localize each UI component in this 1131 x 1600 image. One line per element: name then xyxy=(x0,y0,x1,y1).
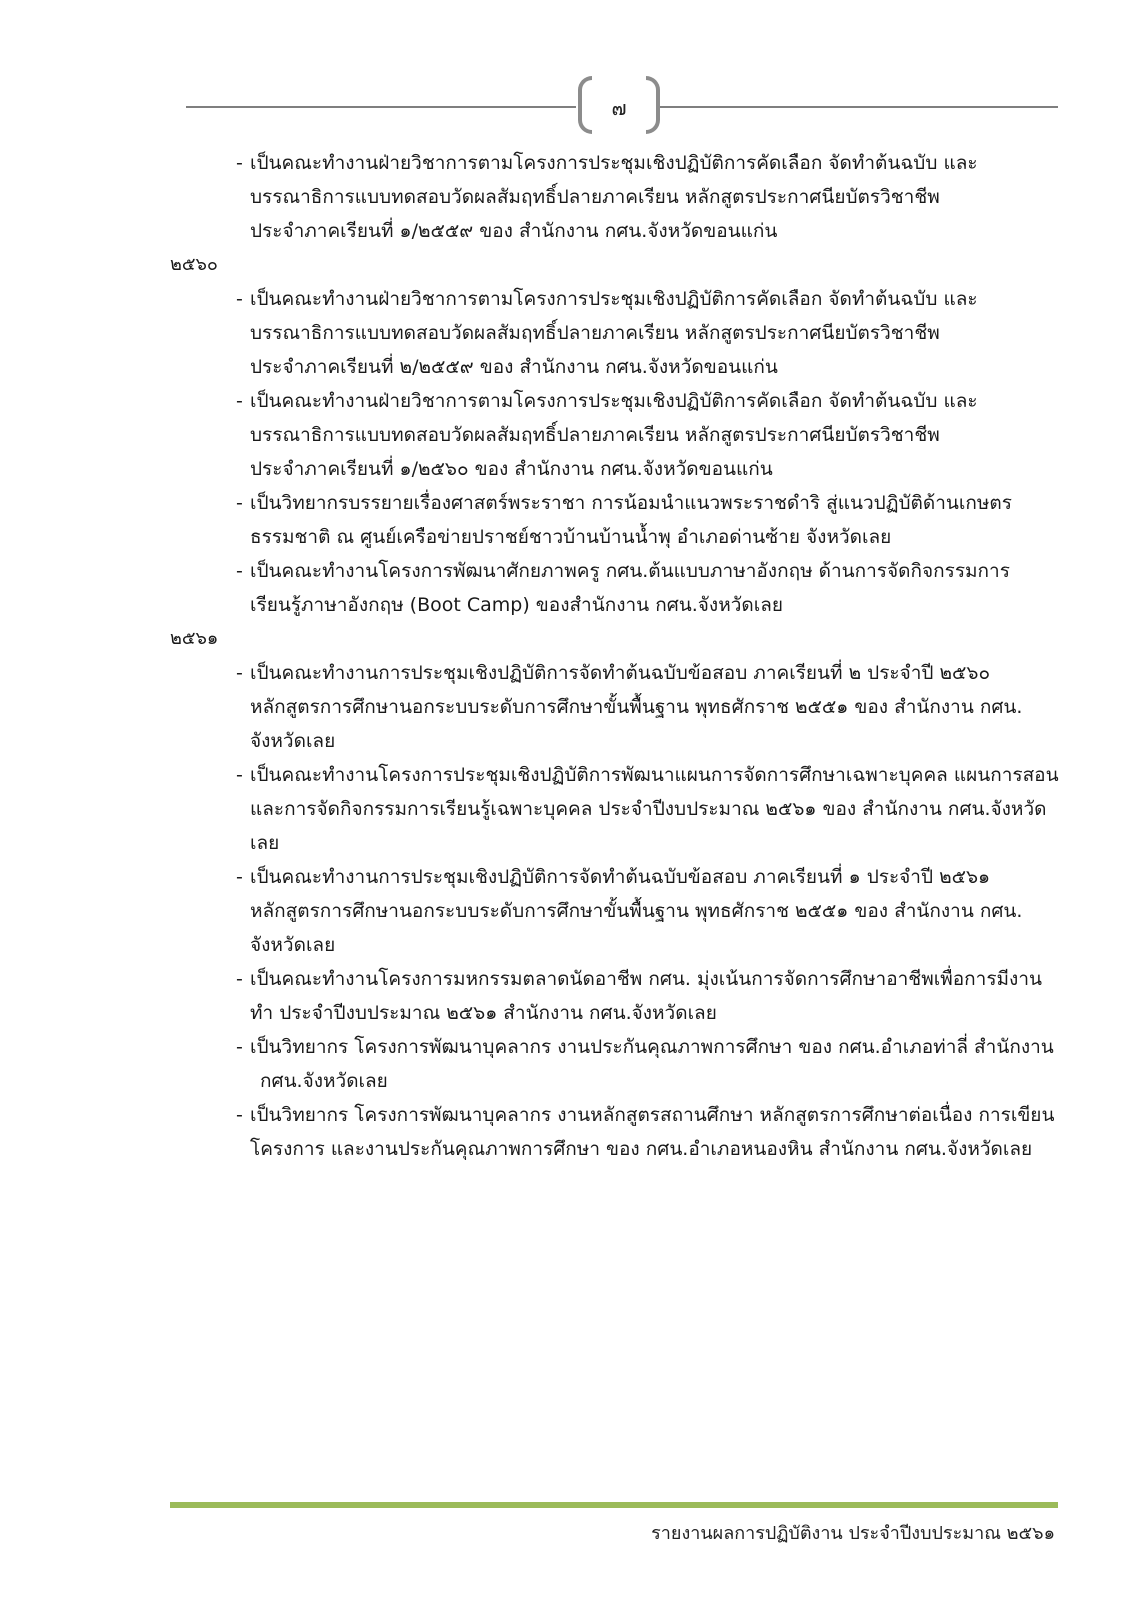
item-line: เป็นคณะทำงานฝ่ายวิชาการตามโครงการประชุมเชิงปฏิบัติการคัดเลือก จัดทำต้นฉบับ และ xyxy=(250,152,978,174)
dash-marker: - xyxy=(236,492,243,514)
item-line: จังหวัดเลย xyxy=(250,730,336,752)
header-rule-left xyxy=(186,106,576,108)
footer-rule xyxy=(170,1502,1058,1508)
item-line: จังหวัดเลย xyxy=(250,934,336,956)
item-line: เป็นคณะทำงานฝ่ายวิชาการตามโครงการประชุมเชิงปฏิบัติการคัดเลือก จัดทำต้นฉบับ และ xyxy=(250,390,978,412)
item-line: ประจำภาคเรียนที่ ๒/๒๕๕๙ ของ สำนักงาน กศน.จังหวัดขอนแก่น xyxy=(250,356,778,378)
item-line: หลักสูตรการศึกษานอกระบบระดับการศึกษาขั้นพื้นฐาน พุทธศักราช ๒๕๕๑ ของ สำนักงาน กศน. xyxy=(250,696,1023,718)
list-item xyxy=(236,758,1060,860)
item-line: ทำ ประจำปีงบประมาณ ๒๕๖๑ สำนักงาน กศน.จังหวัดเลย xyxy=(250,1002,717,1024)
dash-marker: - xyxy=(236,764,243,786)
item-line: เป็นวิทยากรบรรยายเรื่องศาสตร์พระราชา การน้อมนำแนวพระราชดำริ สู่แนวปฏิบัติด้านเกษตร xyxy=(250,492,1012,514)
list-item xyxy=(236,656,1060,758)
dash-marker: - xyxy=(236,968,243,990)
item-line: เป็นคณะทำงานการประชุมเชิงปฏิบัติการจัดทำต้นฉบับข้อสอบ ภาคเรียนที่ ๑ ประจำปี ๒๕๖๑ xyxy=(250,866,991,888)
item-line: ประจำภาคเรียนที่ ๑/๒๕๖๐ ของ สำนักงาน กศน.จังหวัดขอนแก่น xyxy=(250,458,773,480)
item-line: ประจำภาคเรียนที่ ๑/๒๕๕๙ ของ สำนักงาน กศน.จังหวัดขอนแก่น xyxy=(250,220,778,242)
dash-marker: - xyxy=(236,1036,243,1058)
left-brace-icon xyxy=(578,76,592,134)
item-line: เป็นคณะทำงานโครงการมหกรรมตลาดนัดอาชีพ กศน. มุ่งเน้นการจัดการศึกษาอาชีพเพื่อการมีงาน xyxy=(250,968,1042,990)
list-item xyxy=(236,860,1060,962)
item-line: บรรณาธิการแบบทดสอบวัดผลสัมฤทธิ์ปลายภาคเรียน หลักสูตรประกาศนียบัตรวิชาชีพ xyxy=(250,424,940,446)
list-item xyxy=(236,1030,1060,1098)
dash-marker: - xyxy=(236,662,243,684)
item-line: เลย xyxy=(250,832,280,854)
list-item xyxy=(236,146,1060,248)
list-item xyxy=(236,384,1060,486)
item-line: กศน.จังหวัดเลย xyxy=(260,1070,388,1092)
dash-marker: - xyxy=(236,152,243,174)
item-line: เป็นคณะทำงานโครงการพัฒนาศักยภาพครู กศน.ต้นแบบภาษาอังกฤษ ด้านการจัดกิจกรรมการ xyxy=(250,560,1010,582)
list-item xyxy=(236,1098,1060,1166)
right-brace-icon xyxy=(646,76,660,134)
dash-marker: - xyxy=(236,1104,243,1126)
item-line: ธรรมชาติ ณ ศูนย์เครือข่ายปราชย์ชาวบ้านบ้านน้ำพุ อำเภอด่านซ้าย จังหวัดเลย xyxy=(250,526,892,548)
dash-marker: - xyxy=(236,390,243,412)
list-item xyxy=(236,282,1060,384)
dash-marker: - xyxy=(236,866,243,888)
item-line: เป็นคณะทำงานโครงการประชุมเชิงปฏิบัติการพัฒนาแผนการจัดการศึกษาเฉพาะบุคคล แผนการสอน xyxy=(250,764,1059,786)
year-heading-2560: ๒๕๖๐ xyxy=(170,254,218,275)
item-line: เป็นวิทยากร โครงการพัฒนาบุคลากร งานหลักสูตรสถานศึกษา หลักสูตรการศึกษาต่อเนื่อง การเขียน xyxy=(250,1104,1055,1126)
document-body xyxy=(170,146,1060,1166)
list-item xyxy=(236,554,1060,622)
dash-marker: - xyxy=(236,288,243,310)
list-item xyxy=(236,962,1060,1030)
item-line: และการจัดกิจกรรมการเรียนรู้เฉพาะบุคคล ประจำปีงบประมาณ ๒๕๖๑ ของ สำนักงาน กศน.จังหวัด xyxy=(250,798,1047,820)
item-line: หลักสูตรการศึกษานอกระบบระดับการศึกษาขั้นพื้นฐาน พุทธศักราช ๒๕๕๑ ของ สำนักงาน กศน. xyxy=(250,900,1023,922)
item-line: บรรณาธิการแบบทดสอบวัดผลสัมฤทธิ์ปลายภาคเรียน หลักสูตรประกาศนียบัตรวิชาชีพ xyxy=(250,322,940,344)
item-line: เรียนรู้ภาษาอังกฤษ (Boot Camp) ของสำนักงาน กศน.จังหวัดเลย xyxy=(250,594,784,616)
page-number: ๗ xyxy=(611,96,627,120)
year-heading-2561: ๒๕๖๑ xyxy=(170,628,219,649)
item-line: โครงการ และงานประกันคุณภาพการศึกษา ของ กศน.อำเภอหนองหิน สำนักงาน กศน.จังหวัดเลย xyxy=(250,1138,1033,1160)
item-line: เป็นคณะทำงานฝ่ายวิชาการตามโครงการประชุมเชิงปฏิบัติการคัดเลือก จัดทำต้นฉบับ และ xyxy=(250,288,978,310)
header-rule-right xyxy=(660,106,1058,108)
item-line: เป็นคณะทำงานการประชุมเชิงปฏิบัติการจัดทำต้นฉบับข้อสอบ ภาคเรียนที่ ๒ ประจำปี ๒๕๖๐ xyxy=(250,662,991,684)
footer-caption: รายงานผลการปฏิบัติงาน ประจำปีงบประมาณ ๒๕๖๑ xyxy=(651,1523,1055,1544)
dash-marker: - xyxy=(236,560,243,582)
list-item xyxy=(236,486,1060,554)
page-number-box xyxy=(578,76,660,136)
item-line: บรรณาธิการแบบทดสอบวัดผลสัมฤทธิ์ปลายภาคเรียน หลักสูตรประกาศนียบัตรวิชาชีพ xyxy=(250,186,940,208)
item-line: เป็นวิทยากร โครงการพัฒนาบุคลากร งานประกันคุณภาพการศึกษา ของ กศน.อำเภอท่าลี่ สำนักงาน xyxy=(250,1036,1054,1058)
